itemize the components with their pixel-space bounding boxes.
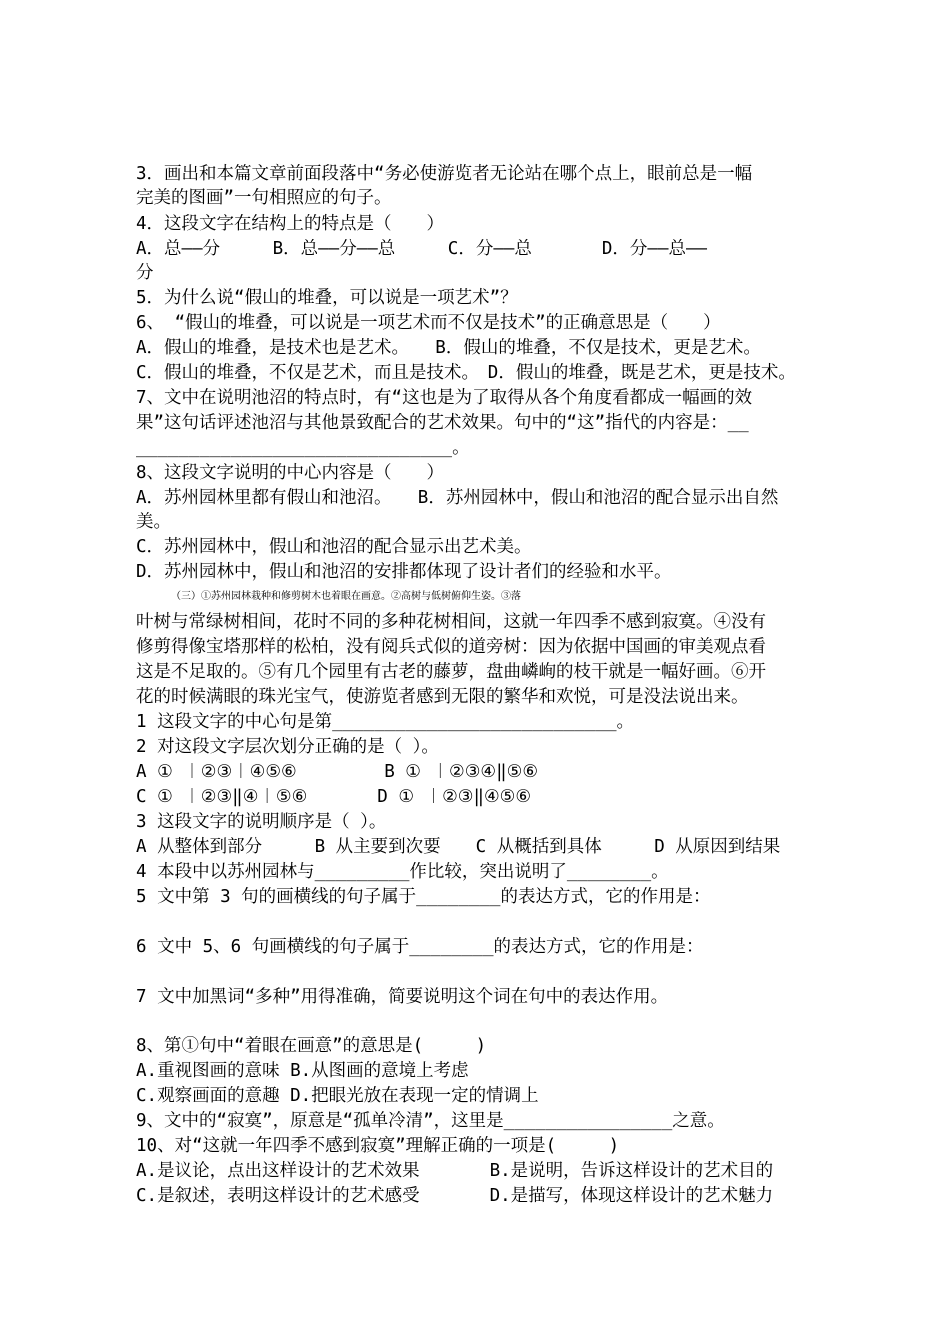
- passage-3-line-3: 修剪得像宝塔那样的松柏，没有阅兵式似的道旁树：因为依据中国画的审美观点看: [136, 637, 766, 657]
- question-6-options-ab: A．假山的堆叠，是技术也是艺术。 B．假山的堆叠，不仅是技术，更是艺术。: [136, 338, 761, 358]
- section3-question-8-options-ab: A.重视图画的意味 B.从图画的意境上考虑: [136, 1061, 469, 1081]
- question-7-line-2: 果”这句话评述池沼与其他景致配合的艺术效果。句中的“这”指代的内容是：__: [136, 413, 749, 433]
- section3-question-4: 4 本段中以苏州园林与_________作比较，突出说明了________。: [136, 862, 669, 882]
- question-8-option-d: D．苏州园林中，假山和池沼的安排都体现了设计者们的经验和水平。: [136, 562, 672, 582]
- question-8-stem: 8、这段文字说明的中心内容是（ ）: [136, 463, 445, 483]
- section3-question-10-options-ab: A.是议论，点出这样设计的艺术效果 B.是说明，告诉这样设计的艺术目的: [136, 1161, 774, 1181]
- section3-question-3-stem: 3 这段文字的说明顺序是（ ）。: [136, 812, 387, 832]
- question-7-answer-blank: ______________________________。: [136, 438, 470, 458]
- passage-3-line-1: （三）①苏州园林栽种和修剪树木也着眼在画意。②高树与低树俯仰生姿。③落: [171, 591, 521, 602]
- section3-question-2-options-ab: A ① ︱②③︱④⑤⑥ B ① ︱②③④‖⑤⑥: [136, 762, 539, 782]
- question-8-option-c: C．苏州园林中，假山和池沼的配合显示出艺术美。: [136, 537, 532, 557]
- question-3-line-1: 3．画出和本篇文章前面段落中“务必使游览者无论站在哪个点上，眼前总是一幅: [136, 164, 753, 184]
- question-4-stem: 4．这段文字在结构上的特点是（ ）: [136, 214, 445, 234]
- section3-question-2-stem: 2 对这段文字层次划分正确的是（ ）。: [136, 737, 439, 757]
- section3-question-6: 6 文中 5、6 句画横线的句子属于________的表达方式，它的作用是：: [136, 937, 704, 957]
- question-8-options-ab-wrap: 美。: [136, 512, 171, 532]
- section3-question-2-options-cd: C ① ︱②③‖④︱⑤⑥ D ① ︱②③‖④⑤⑥: [136, 787, 532, 807]
- question-6-stem: 6、 “假山的堆叠，可以说是一项艺术而不仅是技术”的正确意思是（ ）: [136, 313, 721, 333]
- section3-question-9: 9、文中的“寂寞”，原意是“孤单冷清”，这里是________________之意。: [136, 1111, 725, 1131]
- section3-question-10-options-cd: C.是叙述，表明这样设计的艺术感受 D.是描写，体现这样设计的艺术魅力: [136, 1186, 774, 1206]
- question-7-line-1: 7、文中在说明池沼的特点时，有“这也是为了取得从各个角度看都成一幅画的效: [136, 388, 753, 408]
- question-6-options-cd: C．假山的堆叠，不仅是艺术，而且是技术。 D．假山的堆叠，既是艺术，更是技术。: [136, 363, 796, 383]
- section3-question-8-options-cd: C.观察画面的意趣 D.把眼光放在表现一定的情调上: [136, 1086, 539, 1106]
- question-4-options: A．总——分 B．总——分——总 C．分——总 D．分——总——: [136, 239, 708, 259]
- passage-3-line-4: 这是不足取的。⑤有几个园里有古老的藤萝，盘曲嶙峋的枝干就是一幅好画。⑥开: [136, 662, 766, 682]
- section3-question-5: 5 文中第 3 句的画横线的句子属于________的表达方式，它的作用是：: [136, 887, 711, 907]
- question-4-options-wrap: 分: [136, 263, 154, 283]
- question-8-options-ab: A．苏州园林里都有假山和池沼。 B．苏州园林中，假山和池沼的配合显示出自然: [136, 488, 779, 508]
- question-3-line-2: 完美的图画”一句相照应的句子。: [136, 188, 392, 208]
- passage-3-line-5: 花的时候满眼的珠光宝气，使游览者感到无限的繁华和欢悦，可是没法说出来。: [136, 687, 749, 707]
- passage-3-line-2: 叶树与常绿树相间，花时不同的多种花树相间，这就一年四季不感到寂寞。④没有: [136, 612, 766, 632]
- section3-question-7: 7 文中加黑词“多种”用得准确，简要说明这个词在句中的表达作用。: [136, 987, 669, 1007]
- question-5-stem: 5．为什么说“假山的堆叠，可以说是一项艺术”？: [136, 288, 518, 308]
- section3-question-1: 1 这段文字的中心句是第___________________________。: [136, 712, 635, 732]
- section3-question-8-stem: 8、第①句中“着眼在画意”的意思是( ): [136, 1036, 487, 1056]
- section3-question-3-options: A 从整体到部分 B 从主要到次要 C 从概括到具体 D 从原因到结果: [136, 837, 781, 857]
- section3-question-10-stem: 10、对“这就一年四季不感到寂寞”理解正确的一项是( ): [136, 1136, 620, 1156]
